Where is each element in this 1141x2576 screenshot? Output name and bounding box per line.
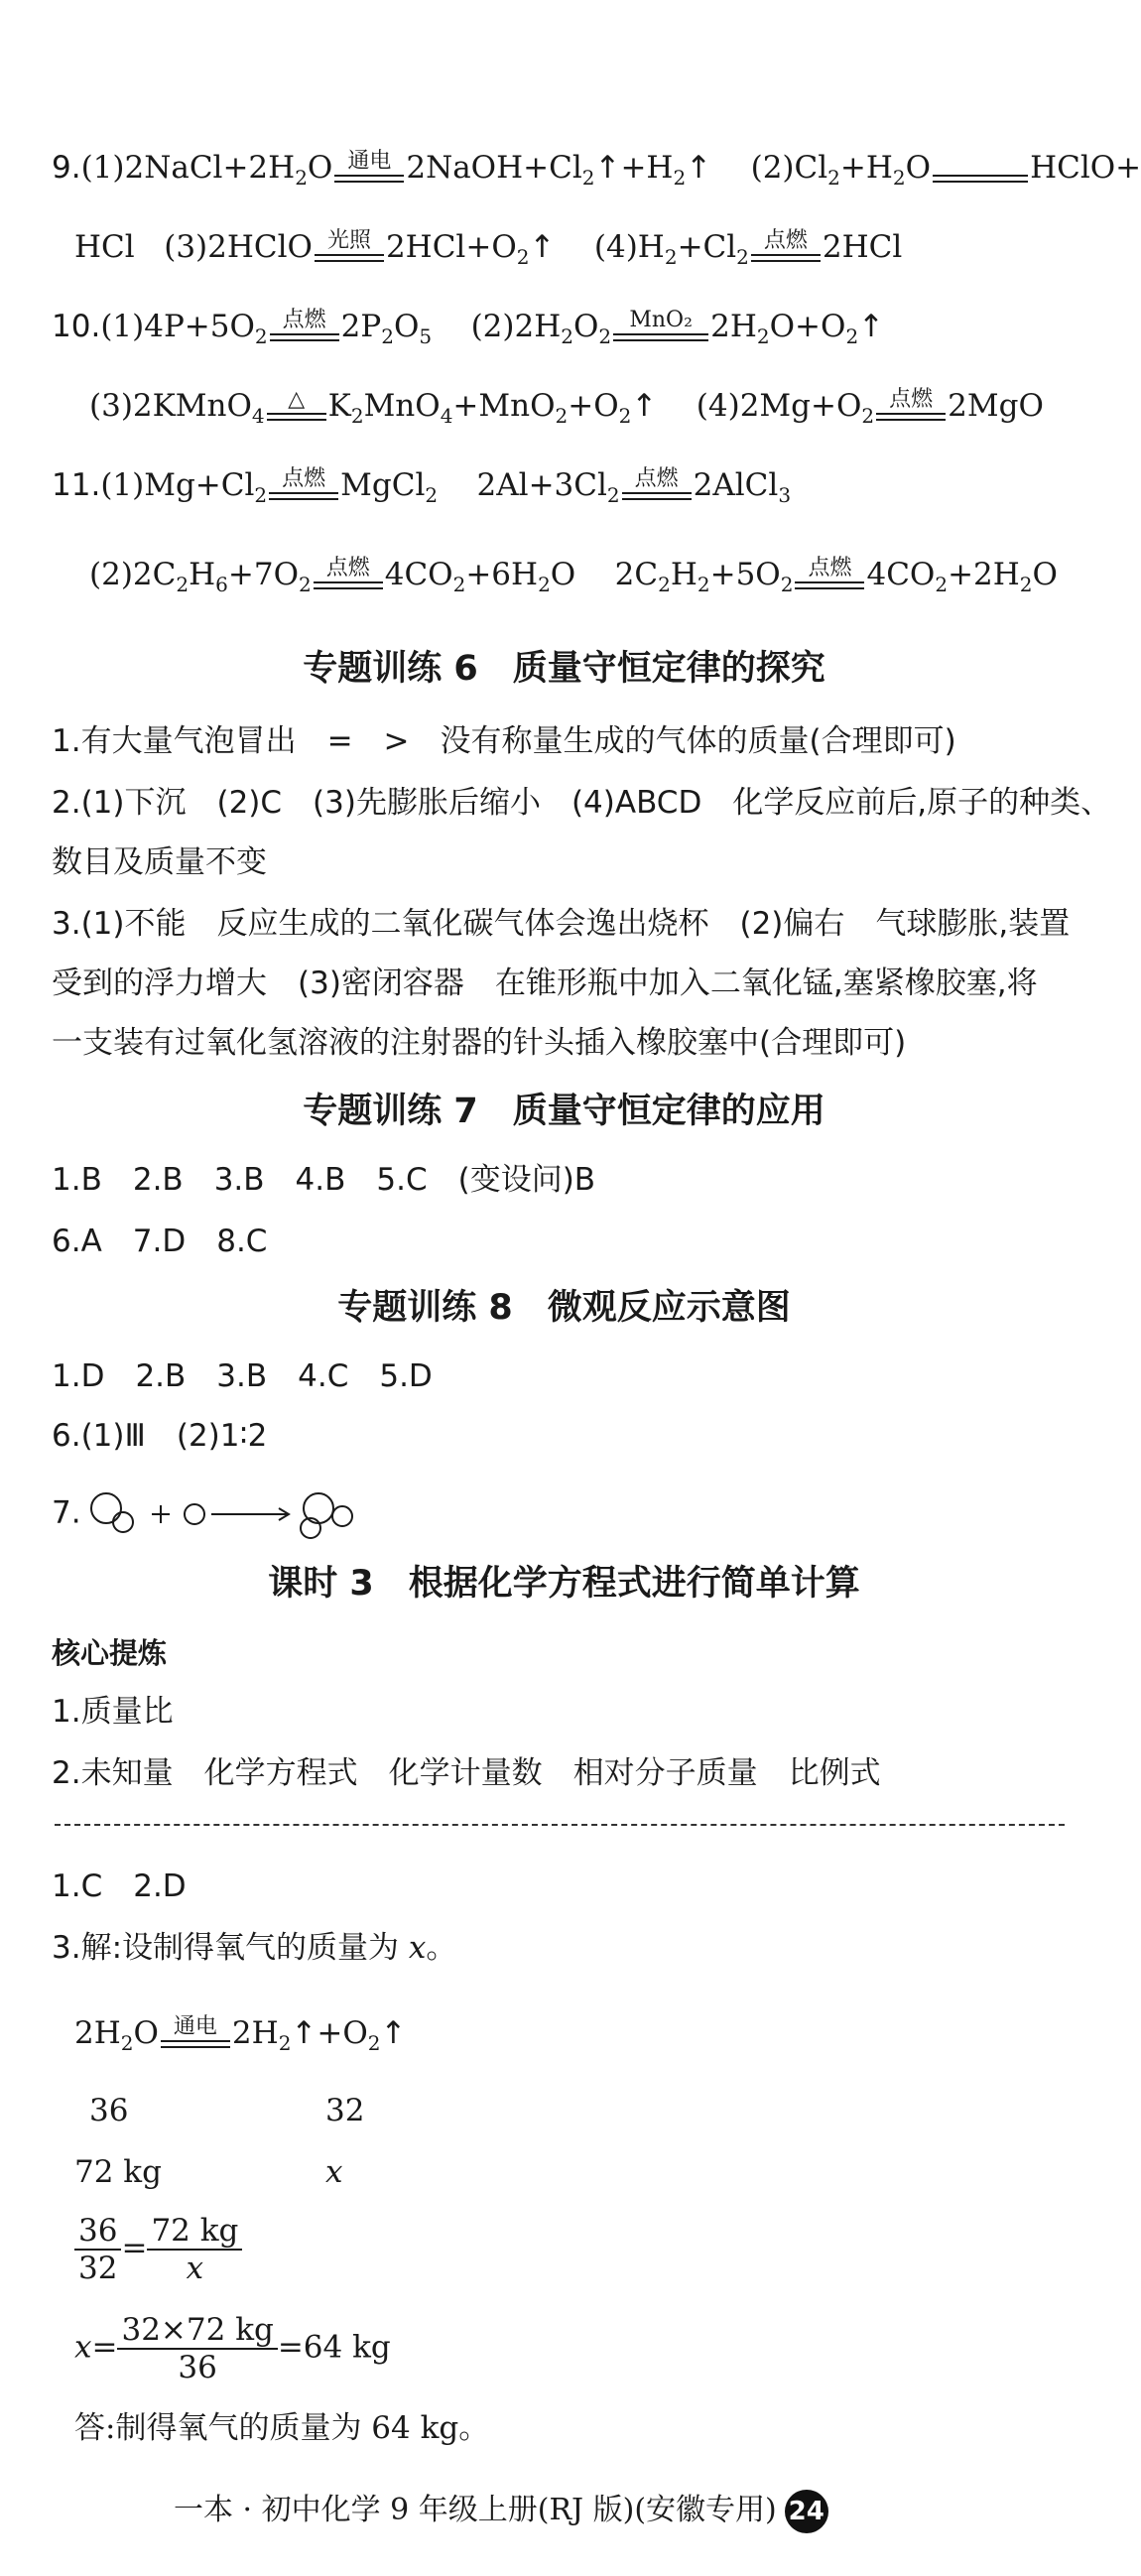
q10-line2: (3)2KMnO$_4$ △ $K_2MnO_4+MnO_2+O_2↑$ $(4)2Mg+O_2$ 点燃 2MgO [89, 387, 1044, 435]
electrolysis-arrow: 通电 [161, 2016, 230, 2062]
ignite-arrow: 点燃 [622, 468, 692, 514]
value-water: 72 kg [74, 2154, 162, 2190]
ignite-arrow: 点燃 [269, 468, 338, 514]
footer-text: 一本 · 初中化学 9 年级上册(RJ 版)(安徽专用) [174, 2493, 777, 2527]
section8-title: 专题训练 8 微观反应示意图 [337, 1288, 791, 1328]
basic-answer-1: 1.C 2.D [52, 1868, 187, 1904]
catalyst-arrow: MnO₂ [613, 310, 708, 355]
divider [55, 1824, 1065, 1826]
s8-answer-2: 6.(1)Ⅲ (2)1∶2 [52, 1418, 268, 1454]
core-item-1: 1.质量比 [52, 1694, 174, 1730]
s7-answer-1: 1.B 2.B 3.B 4.B 5.C (变设问)B [52, 1162, 596, 1198]
q11-line1: $11.(1)Mg+Cl_2$ 点燃 MgCl$_2$ $2Al+3Cl_2$ 点燃 2AlCl$_3$ [52, 466, 791, 514]
electrolysis-arrow: 通电 [334, 151, 404, 196]
electrolysis-equation: $2H_2O$ 通电 $2H_2↑+O_2↑$ [74, 2014, 407, 2062]
s6-answer-3-cont1: 受到的浮力增大 (3)密闭容器 在锥形瓶中加入二氧化锰,塞紧橡胶塞,将 [52, 966, 1038, 1001]
atom-small-icon [185, 1504, 204, 1524]
ignite-arrow: 点燃 [270, 310, 339, 355]
heat-arrow: △ [267, 389, 326, 435]
reaction-diagram [90, 1486, 378, 1542]
lesson3-title: 课时 3 根据化学方程式进行简单计算 [268, 1564, 860, 1604]
q11-line2: $(2)2C_2H_6+7O_2$ 点燃 $4CO_2+6H_2O$ $2C_2H_2+5O_2$ 点燃 $4CO_2+2H_2O$ [89, 556, 1058, 603]
value-oxygen: x [325, 2154, 343, 2190]
atom-large-icon [91, 1493, 121, 1523]
section6-title: 专题训练 6 质量守恒定律的探究 [303, 649, 825, 689]
s8-answer-1: 1.D 2.B 3.B 4.C 5.D [52, 1358, 433, 1394]
q10-line1: $10.(1)4P+5O_2$ 点燃 $2P_2O_5$ $(2)2H_2O_2$ MnO₂ $2H_2O+O_2↑$ [52, 308, 884, 355]
page-number-badge: 24 [785, 2490, 828, 2533]
light-arrow: 光照 [315, 230, 384, 276]
solution-x: x= $\frac{32\times 72 kg}{36}$ =64 kg [74, 2312, 391, 2385]
core-label: 核心提炼 [52, 1636, 168, 1670]
ignite-arrow: 点燃 [876, 389, 946, 435]
s7-answer-2: 6.A 7.D 8.C [52, 1224, 268, 1259]
proportion: $\frac{36}{32}$ = $\frac{72 kg}{x}$ [74, 2213, 242, 2286]
footer [174, 2485, 828, 2533]
ignite-arrow: 点燃 [314, 558, 383, 603]
q9-line1: $9.(1)2NaCl+2H_2O$ 通电 $2NaOH+Cl_2↑+H_2↑$ $(2)Cl_2+H_2O$ HClO+ [52, 149, 1141, 196]
atom-small-icon [113, 1512, 133, 1532]
mass-water: 36 [89, 2093, 129, 2128]
ignite-arrow: 点燃 [751, 230, 821, 276]
s6-answer-3-cont2: 一支装有过氧化氢溶液的注射器的针头插入橡胶塞中(合理即可) [52, 1025, 907, 1061]
section7-title: 专题训练 7 质量守恒定律的应用 [303, 1092, 825, 1131]
final-answer: 答:制得氧气的质量为 64 kg。 [74, 2410, 490, 2446]
equals-sign [933, 151, 1028, 196]
s8-answer-3: 7. [52, 1486, 378, 1542]
s6-answer-2-cont: 数目及质量不变 [52, 844, 267, 880]
s6-answer-3: 3.(1)不能 反应生成的二氧化碳气体会逸出烧杯 (2)偏右 气球膨胀,装置 [52, 906, 1071, 942]
s6-answer-1: 1.有大量气泡冒出 = > 没有称量生成的气体的质量(合理即可) [52, 723, 956, 759]
mass-oxygen: 32 [325, 2093, 365, 2128]
ignite-arrow: 点燃 [795, 558, 864, 603]
q9-line2: HCl (3)2HClO 光照 $2HCl+O_2↑$ $(4)H_2+Cl_2$ 点燃 2HCl [74, 228, 902, 276]
core-item-2: 2.未知量 化学方程式 化学计量数 相对分子质量 比例式 [52, 1755, 881, 1791]
s6-answer-2: 2.(1)下沉 (2)C (3)先膨胀后缩小 (4)ABCD 化学反应前后,原子的种类、 [52, 785, 1112, 821]
atom-small-icon [332, 1506, 352, 1526]
basic-answer-3: 3.解:设制得氧气的质量为 x。 [52, 1930, 457, 1966]
